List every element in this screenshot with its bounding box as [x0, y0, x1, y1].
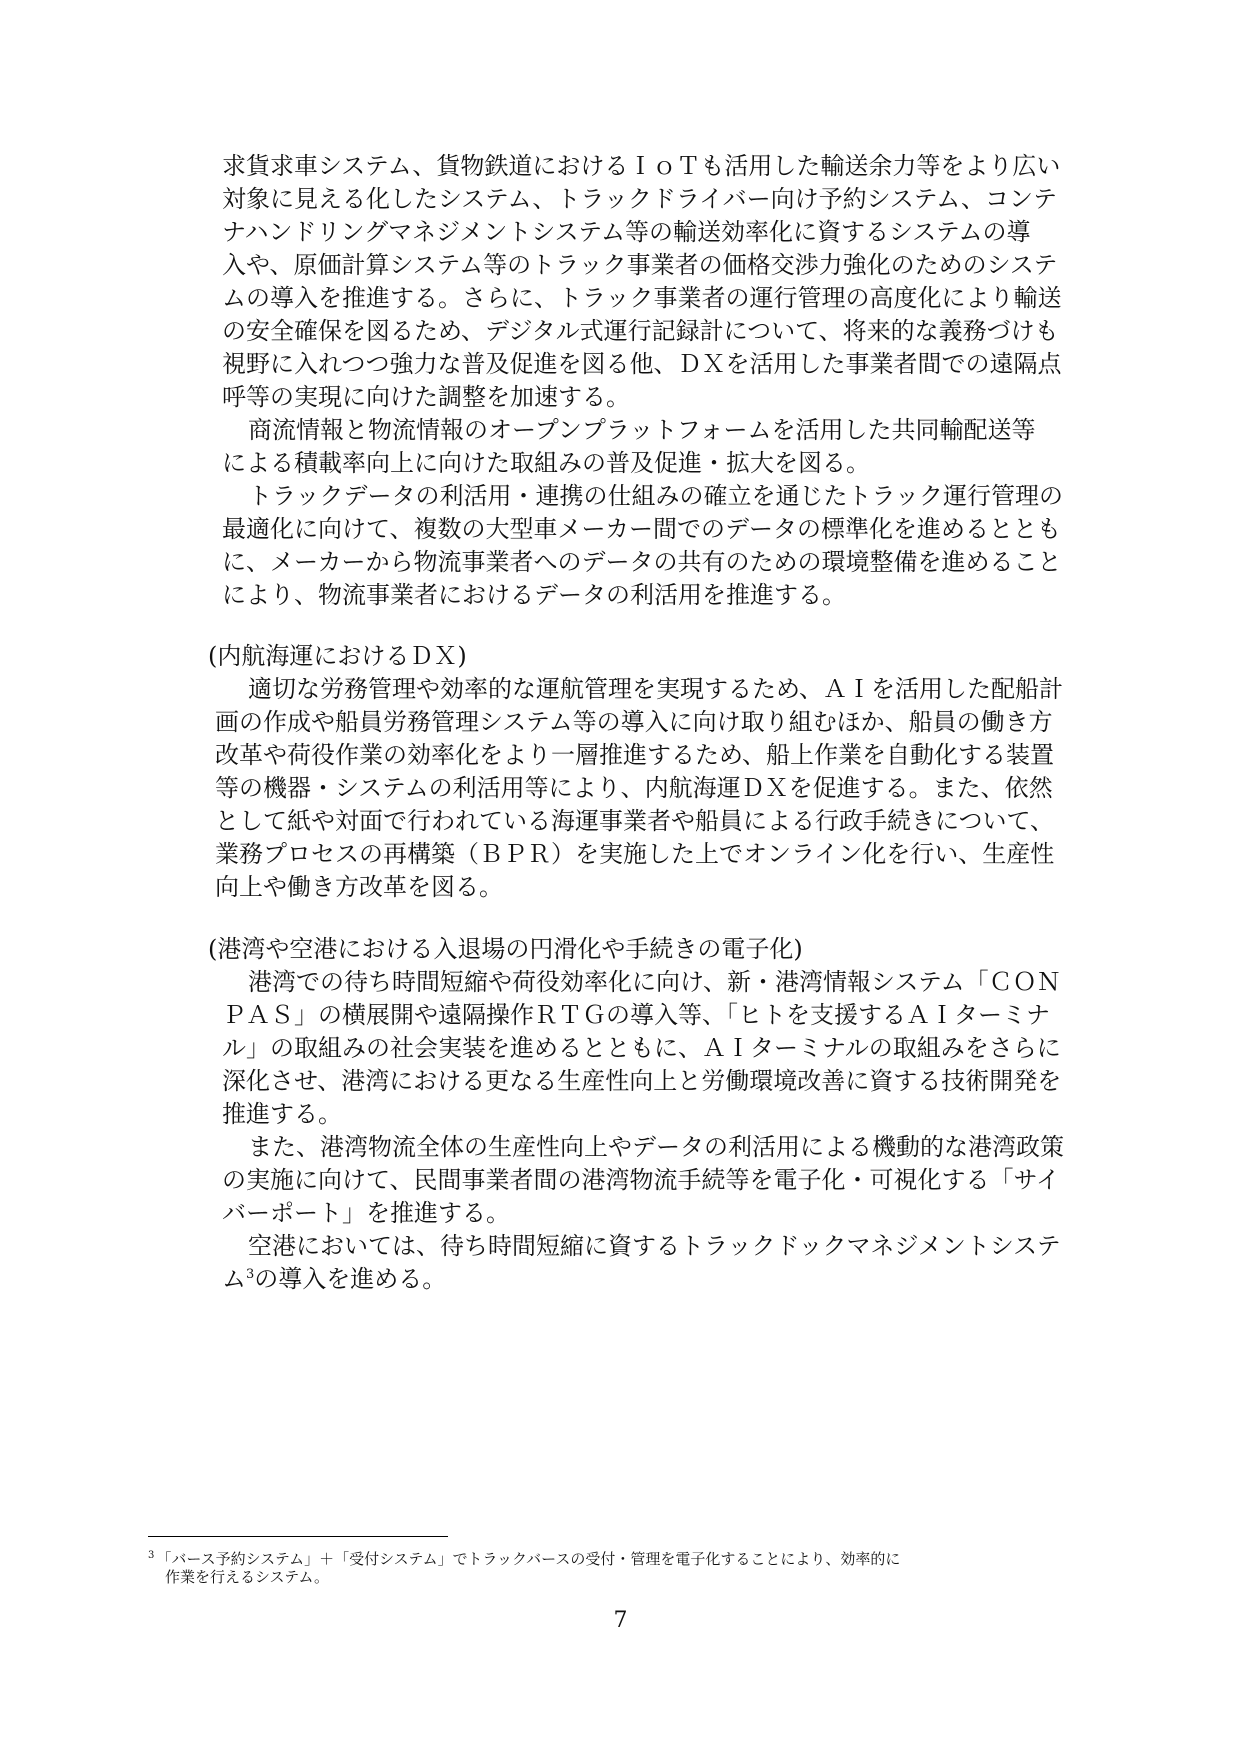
section-heading: (港湾や空港における入退場の円滑化や手続きの電子化): [208, 935, 803, 963]
body-line: 推進する。: [222, 1100, 342, 1128]
footnote-mark: 3: [148, 1550, 155, 1561]
body-line: により、物流事業者におけるデータの利活用を推進する。: [222, 581, 846, 609]
body-line: 入や、原価計算システム等のトラック事業者の価格交渉力強化のためのシステ: [222, 251, 1058, 279]
body-text: の導入を進める。: [254, 1265, 447, 1293]
body-line: 業務プロセスの再構築（ＢＰＲ）を実施した上でオンライン化を行い、生産性: [215, 840, 1055, 868]
body-line: ナハンドリングマネジメントシステム等の輸送効率化に資するシステムの導: [222, 218, 1031, 246]
body-line: 適切な労務管理や効率的な運航管理を実現するため、ＡＩを活用した配船計: [248, 675, 1064, 703]
body-line: 画の作成や船員労務管理システム等の導入に向け取り組むほか、船員の働き方: [215, 708, 1053, 736]
body-line: 空港においては、待ち時間短縮に資するトラックドックマネジメントシステ: [248, 1232, 1061, 1260]
footnote-continuation: 作業を行えるシステム。: [165, 1568, 329, 1586]
body-line: 対象に見える化したシステム、トラックドライバー向け予約システム、コンテ: [222, 185, 1057, 213]
footnote-reference[interactable]: 3: [246, 1267, 255, 1282]
body-line: 商流情報と物流情報のオープンプラットフォームを活用した共同輸配送等: [248, 416, 1036, 444]
section-heading: (内航海運におけるＤＸ): [208, 642, 467, 670]
body-line: トラックデータの利活用・連携の仕組みの確立を通じたトラック運行管理の: [248, 482, 1064, 510]
body-line: 港湾での待ち時間短縮や荷役効率化に向け、新・港湾情報システム「ＣＯＮ: [248, 968, 1061, 996]
page-number: 7: [613, 1608, 628, 1633]
body-line: ル」の取組みの社会実装を進めるとともに、ＡＩターミナルの取組みをさらに: [222, 1034, 1061, 1062]
body-line: 呼等の実現に向けた調整を加速する。: [222, 383, 630, 411]
body-line-with-footnote-ref: [222, 1263, 1082, 1296]
footnote-text: 「バース予約システム」＋「受付システム」でトラックバースの受付・管理を電子化することにより、効率的に: [156, 1550, 901, 1568]
body-text: ム: [222, 1265, 246, 1293]
body-line: 改革や荷役作業の効率化をより一層推進するため、船上作業を自動化する装置: [215, 741, 1055, 769]
body-line: による積載率向上に向けた取組みの普及促進・拡大を図る。: [222, 449, 870, 477]
body-line: の安全確保を図るため、デジタル式運行記録計について、将来的な義務づけも: [222, 317, 1059, 345]
body-line: また、港湾物流全体の生産性向上やデータの利活用による機動的な港湾政策: [248, 1133, 1064, 1161]
body-line: バーポート」を推進する。: [222, 1199, 510, 1227]
body-line: に、メーカーから物流事業者へのデータの共有のための環境整備を進めること: [222, 548, 1062, 576]
body-line: 向上や働き方改革を図る。: [215, 873, 503, 901]
body-line: 求貨求車システム、貨物鉄道におけるＩｏＴも活用した輸送余力等をより広い: [222, 152, 1061, 180]
body-line: 等の機器・システムの利活用等により、内航海運ＤＸを促進する。また、依然: [215, 774, 1053, 802]
body-line: ムの導入を推進する。さらに、トラック事業者の運行管理の高度化により輸送: [222, 284, 1062, 312]
body-line: ＰＡＳ」の横展開や遠隔操作ＲＴＧの導入等、「ヒトを支援するＡＩターミナ: [222, 1001, 1050, 1029]
footnote-divider: [148, 1536, 448, 1537]
body-line: の実施に向けて、民間事業者間の港湾物流手続等を電子化・可視化する「サイ: [222, 1166, 1060, 1194]
body-line: として紙や対面で行われている海運事業者や船員による行政手続きについて、: [215, 807, 1055, 835]
body-line: 深化させ、港湾における更なる生産性向上と労働環境改善に資する技術開発を: [222, 1067, 1062, 1095]
body-line: 視野に入れつつ強力な普及促進を図る他、ＤＸを活用した事業者間での遠隔点: [222, 350, 1062, 378]
body-line: 最適化に向けて、複数の大型車メーカー間でのデータの標準化を進めるととも: [222, 515, 1062, 543]
footnote: [148, 1546, 900, 1569]
